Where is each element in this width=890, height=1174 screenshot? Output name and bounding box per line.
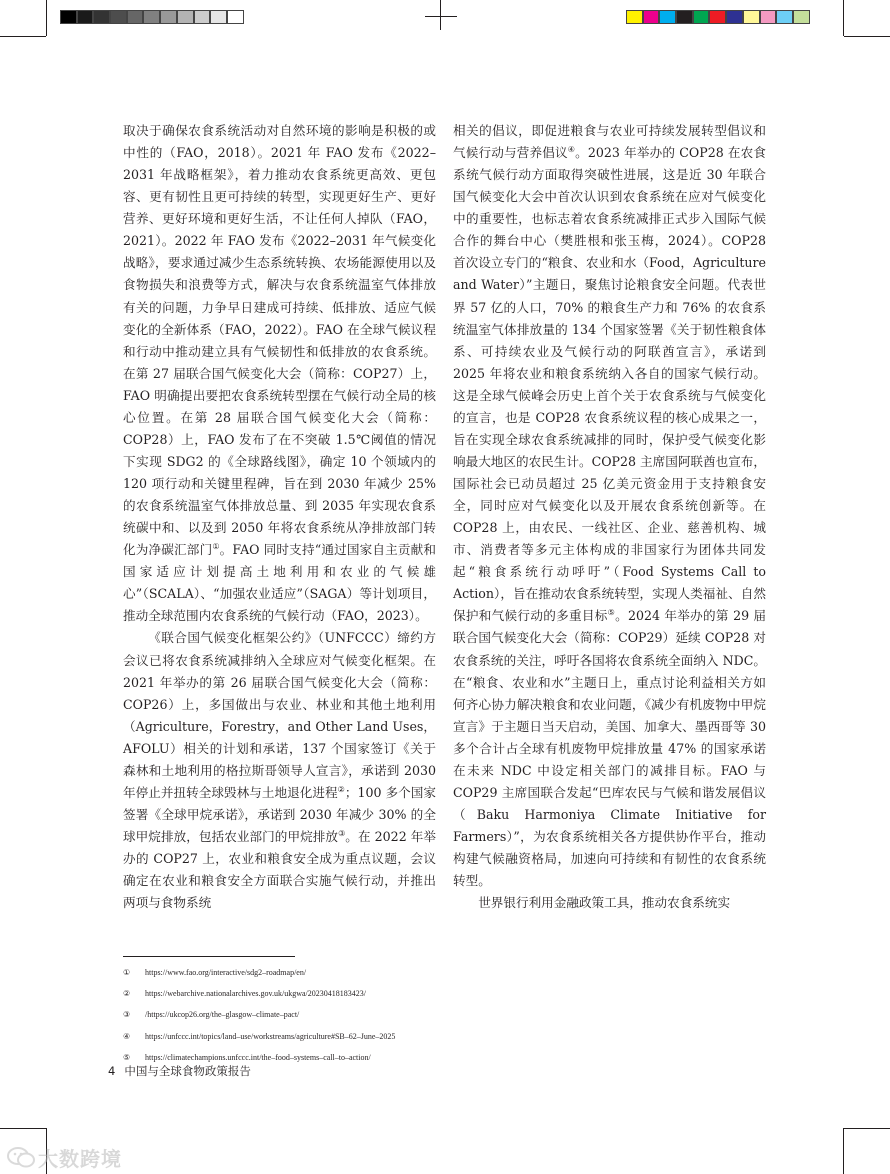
crop-mark [844,1128,890,1129]
registration-mark [425,16,457,17]
footnote-mark: ① [123,968,131,977]
crop-mark [46,0,47,36]
footnote-mark: ③ [123,1010,131,1020]
color-swatch [60,10,77,24]
footnote-item [123,1026,773,1047]
footnote-mark: ④ [123,1031,131,1041]
paragraph: 取决于确保农食系统活动对自然环境的影响是积极的或中性的（FAO，2018）。2021 年 FAO 发布《2022–2031 年战略框架》，着力推动农食系统更高效、更包容、更有韧性且更可持续的转型，实现更好生产、更好营养、更好环境和更好生活，不让任何人掉队（FAO，2021）。2022 年 FAO 发布《2022–2031 年气候变化战略》，要求通过减少生态系统转换、农场能源使用以及食物损失和浪费等方式，解决与农食系统温室气体排放有关的问题，力争早日建成可持续、低排放、适应气候变化的全新体系（FAO，2022）。FAO 在全球气候议程和行动中推动建立具有气候韧性和低排放的农食系统。在第 27 届联合国气候变化大会（简称：COP27）上，FAO 明确提出要把农食系统转型摆在气候行动全局的核心位置。在第 28 届联合国气候变化大会（简称：COP28）上，FAO 发布了在不突破 1.5℃阈值的情况下实现 SDG2 的《全球路线图》，确定 10 个领域内的 120 项行动和关键里程碑，旨在到 2030 年减少 25% 的农食系统温室气体排放总量、到 2035 年实现农食系统碳中和、以及到 2050 年将农食系统从净排放部门转化为净碳汇部门①。FAO 同时支持“通过国家自主贡献和国家适应计划提高土地利用和农业的气候雄心”（SCALA）、“加强农业适应”（SAGA）等计划项目，推动全球范围内农食系统的气候行动（FAO，2023）。 [123,123,436,624]
footnote-divider [123,956,295,957]
watermark [6,1143,122,1172]
crop-mark [843,1128,844,1174]
paragraph: 相关的倡议，即促进粮食与农业可持续发展转型倡议和气候行动与营养倡议④。2023 年举办的 COP28 在农食系统气候行动方面取得突破性进展，这是近 30 年联合国气候变化大会中首次认识到农食系统在应对气候变化中的重要性，也标志着农食系统减排正式步入国际气候合作的舞台中心（樊胜根和张玉梅，2024）。COP28 首次设立专门的“粮食、农业和水（Food，Agriculture and Water）”主题日，聚焦讨论粮食安全问题。代表世界 57 亿的人口，70% 的粮食生产力和 76% 的农食系统温室气体排放量的 134 个国家签署《关于韧性粮食体系、可持续农业及气候行动的阿联酋宣言》，承诺到 2025 年将农业和粮食系统纳入各自的国家气候行动。这是全球气候峰会历史上首个关于农食系统与气候变化的宣言，也是 COP28 农食系统议程的核心成果之一，旨在实现全球农食系统减排的同时，保护受气候变化影响最大地区的农民生计。COP28 主席国阿联酋也宣布，国际社会已动员超过 25 亿美元资金用于支持粮食安全，同时应对气候变化以及开展农食系统创新等。在 COP28 上，由农民、一线社区、企业、慈善机构、城市、消费者等多元主体构成的非国家行为团体共同发起“粮食系统行动呼吁”（Food Systems Call to Action），旨在推动农食系统转型，实现人类福祉、自然保护和气候行动的多重目标⑤。2024 年举办的第 29 届联合国气候变化大会（简称：COP29）延续 COP28 对农食系统的关注，呼吁各国将农食系统全面纳入 NDC。在“粮食、农业和水”主题日上，重点讨论利益相关方如何齐心协力解决粮食和农业问题，《减少有机废物中甲烷宣言》于主题日当天启动，美国、加拿大、墨西哥等 30 多个合计占全球有机废物甲烷排放量 47% 的国家承诺在未来 NDC 中设定相关部门的减排目标。FAO 与 COP29 主席国联合发起“巴库农民与气候和谐发展倡议（Baku Harmoniya Climate Initiative for Farmers）”，为农食系统相关各方提供协作平台，推动构建气候融资格局，加速向可持续和有韧性的农食系统转型。 [453,123,767,889]
footnote-item [123,1004,773,1025]
color-swatch [143,10,160,24]
color-swatch [93,10,110,24]
paragraph: 世界银行利用金融政策工具，推动农食系统实 [478,895,731,911]
crop-mark [0,1128,46,1129]
footnote-ref[interactable]: ⑤ [607,608,616,618]
color-swatch [77,10,94,24]
process-color-bar [626,10,810,24]
color-swatch [626,10,643,24]
footnote-link[interactable]: https://climatechampions.unfccc.int/the–food–systems–call–to–action/ [145,1052,371,1062]
footnote-mark: ② [123,989,131,999]
color-swatch [709,10,726,24]
paragraph: 《联合国气候变化框架公约》（UNFCCC）缔约方会议已将农食系统减排纳入全球应对气候变化框架。在 2021 年举办的第 26 届联合国气候变化大会（简称：COP26）上，多国做出与农业、林业和其他土地利用（Agriculture，Forestry，and Other Land Uses，AFOLU）相关的计划和承诺，137 个国家签订《关于森林和土地利用的格拉斯哥领导人宣言》，承诺到 2030 年停止并扭转全球毁林与土地退化进程②；100 多个国家签署《全球甲烷承诺》，承诺到 2030 年减少 30% 的全球甲烷排放，包括农业部门的甲烷排放③。在 2022 年举办的 COP27 上，农业和粮食安全成为重点议题，会议确定在农业和粮食安全方面联合实施气候行动，并推出两项与食物系统 [123,630,437,911]
footnote-link[interactable]: https://www.fao.org/interactive/sdg2–roadmap/en/ [145,968,307,977]
page-number: 4 [108,1064,116,1078]
footnotes [123,962,773,1068]
footnote-item [123,983,773,1004]
color-swatch [227,10,244,24]
color-swatch [743,10,760,24]
footnote-ref[interactable]: ① [212,542,220,551]
color-swatch [210,10,227,24]
footnote-item [123,962,773,983]
color-swatch [110,10,127,24]
footnote-link[interactable]: https://webarchive.nationalarchives.gov.uk/ukgwa/20230418183423/ [145,989,366,999]
crop-mark [843,0,844,36]
crop-mark [844,36,890,37]
grayscale-color-bar [60,10,244,24]
footnote-mark: ⑤ [123,1052,131,1062]
watermark-text: 大数跨境 [38,1147,122,1171]
right-text-column [453,120,766,914]
color-swatch [659,10,676,24]
color-swatch [127,10,144,24]
left-text-column [123,120,436,914]
crop-mark [0,36,46,37]
footnote-link[interactable]: https://unfccc.int/topics/land–use/workstreams/agriculture#SB–62–June–2025 [145,1031,396,1041]
footnote-link[interactable]: /https://ukcop26.org/the–glasgow–climate–pact/ [145,1010,300,1020]
color-swatch [793,10,810,24]
color-swatch [160,10,177,24]
color-swatch [676,10,693,24]
color-swatch [194,10,211,24]
color-swatch [726,10,743,24]
footnote-ref[interactable]: ② [337,784,345,794]
color-swatch [776,10,793,24]
footnote-ref[interactable]: ④ [567,144,576,154]
wechat-bubble-icon [6,1145,36,1171]
footnote-ref[interactable]: ③ [338,828,346,838]
color-swatch [760,10,777,24]
running-title: 中国与全球食物政策报告 [124,1064,251,1078]
color-swatch [693,10,710,24]
registration-mark [440,0,441,30]
color-swatch [177,10,194,24]
page-footer [108,1063,251,1079]
color-swatch [643,10,660,24]
